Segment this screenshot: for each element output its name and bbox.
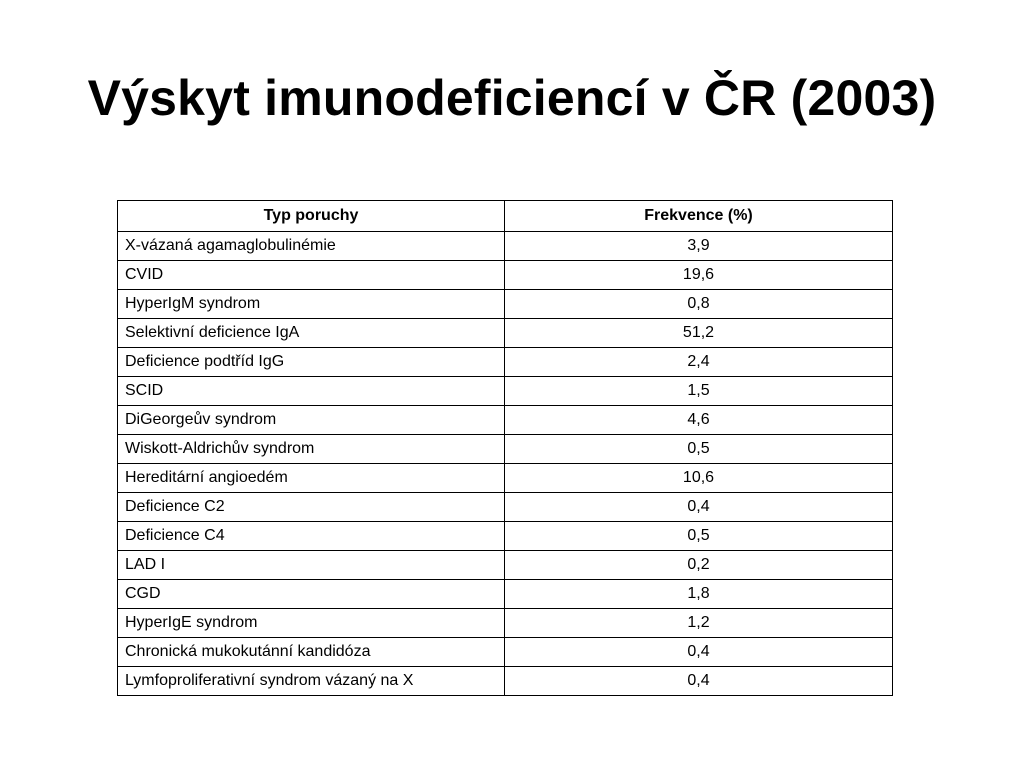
table-row [118, 377, 893, 406]
row-frequency-value: 3,9 [505, 232, 893, 261]
row-frequency-value: 0,5 [505, 522, 893, 551]
table-row [118, 290, 893, 319]
table-row [118, 464, 893, 493]
table-row [118, 609, 893, 638]
row-disorder-type: Chronická mukokutánní kandidóza [118, 638, 505, 667]
table-row [118, 580, 893, 609]
row-disorder-type: CGD [118, 580, 505, 609]
row-frequency-value: 0,4 [505, 638, 893, 667]
row-disorder-type: Deficience C4 [118, 522, 505, 551]
row-disorder-type: HyperIgE syndrom [118, 609, 505, 638]
row-frequency-value: 0,5 [505, 435, 893, 464]
table-row [118, 493, 893, 522]
row-frequency-value: 0,4 [505, 493, 893, 522]
table-row [118, 406, 893, 435]
row-frequency-value: 2,4 [505, 348, 893, 377]
table-body [118, 232, 893, 696]
row-frequency-value: 1,5 [505, 377, 893, 406]
row-frequency-value: 4,6 [505, 406, 893, 435]
row-disorder-type: Hereditární angioedém [118, 464, 505, 493]
row-frequency-value: 19,6 [505, 261, 893, 290]
slide-title: Výskyt imunodeficiencí v ČR (2003) [87, 70, 937, 126]
row-frequency-value: 1,8 [505, 580, 893, 609]
row-disorder-type: Deficience podtříd IgG [118, 348, 505, 377]
frequency-table [117, 200, 893, 696]
row-disorder-type: SCID [118, 377, 505, 406]
row-disorder-type: CVID [118, 261, 505, 290]
table-row [118, 319, 893, 348]
table-row [118, 232, 893, 261]
table-row [118, 667, 893, 696]
column-header-type: Typ poruchy [118, 201, 505, 232]
row-disorder-type: Selektivní deficience IgA [118, 319, 505, 348]
row-frequency-value: 0,8 [505, 290, 893, 319]
row-disorder-type: Wiskott-Aldrichův syndrom [118, 435, 505, 464]
row-disorder-type: LAD I [118, 551, 505, 580]
row-frequency-value: 1,2 [505, 609, 893, 638]
row-disorder-type: DiGeorgeův syndrom [118, 406, 505, 435]
table-row [118, 261, 893, 290]
table-row [118, 522, 893, 551]
row-frequency-value: 0,2 [505, 551, 893, 580]
table-header-row [118, 201, 893, 232]
row-disorder-type: Deficience C2 [118, 493, 505, 522]
table-row [118, 551, 893, 580]
table-row [118, 638, 893, 667]
row-disorder-type: X-vázaná agamaglobulinémie [118, 232, 505, 261]
table-row [118, 435, 893, 464]
row-frequency-value: 0,4 [505, 667, 893, 696]
row-disorder-type: Lymfoproliferativní syndrom vázaný na X [118, 667, 505, 696]
row-frequency-value: 51,2 [505, 319, 893, 348]
table-row [118, 348, 893, 377]
column-header-frequency: Frekvence (%) [505, 201, 893, 232]
row-disorder-type: HyperIgM syndrom [118, 290, 505, 319]
row-frequency-value: 10,6 [505, 464, 893, 493]
